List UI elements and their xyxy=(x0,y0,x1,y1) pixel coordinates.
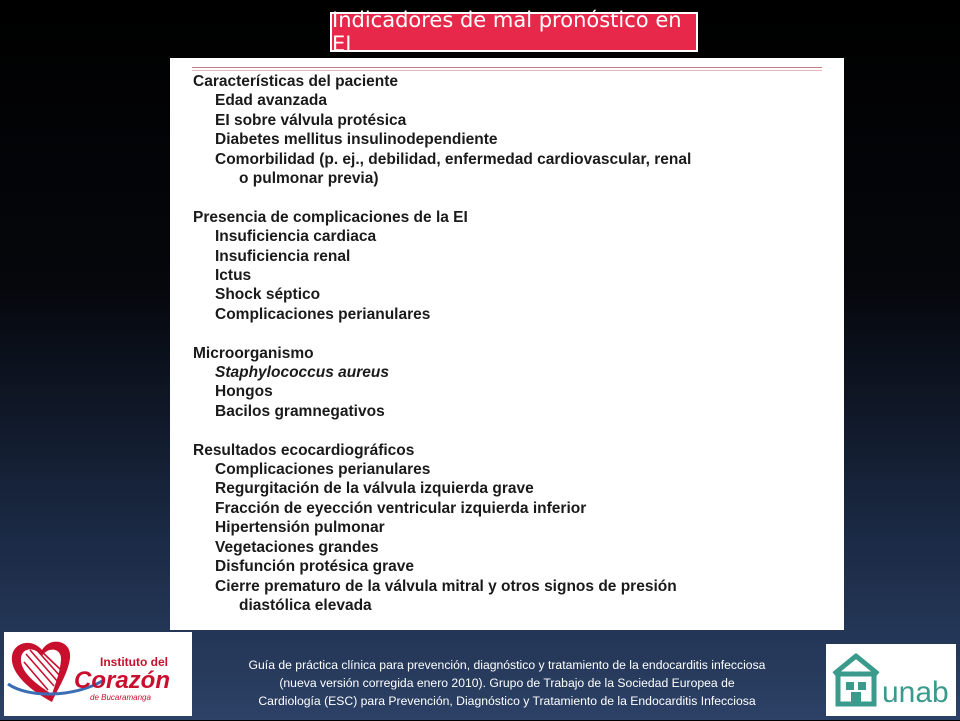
section-echo xyxy=(192,441,822,616)
section-complications xyxy=(192,208,822,324)
list-item-continuation: o pulmonar previa) xyxy=(239,170,379,188)
list-item: Disfunción protésica grave xyxy=(215,558,414,576)
logo-line3: de Bucaramanga xyxy=(90,693,151,702)
list-item: Ictus xyxy=(215,267,252,285)
citation xyxy=(190,656,824,710)
list-item: Fracción de eyección ventricular izquierda inferior xyxy=(215,499,587,517)
prognosis-table xyxy=(170,58,844,630)
instituto-corazon-logo xyxy=(4,632,192,716)
citation-line: Cardiología (ESC) para Prevención, Diagnóstico y Tratamiento de la Endocarditis Infecciosa xyxy=(258,694,756,708)
section-heading: Resultados ecocardiográficos xyxy=(193,441,415,459)
list-item: EI sobre válvula protésica xyxy=(215,111,407,129)
section-microorganism xyxy=(192,344,822,422)
list-item: Insuficiencia cardiaca xyxy=(215,228,377,246)
list-item: Hipertensión pulmonar xyxy=(215,519,385,537)
list-item: Complicaciones perianulares xyxy=(215,461,431,479)
table-top-rule xyxy=(192,67,822,68)
table-content xyxy=(192,72,822,635)
list-item: Hongos xyxy=(215,383,273,401)
citation-line: (nueva versión corregida enero 2010). Grupo de Trabajo de la Sociedad Europea de xyxy=(279,676,735,690)
section-heading: Microorganismo xyxy=(193,344,314,362)
heart-logo-icon xyxy=(4,632,192,716)
list-item: Edad avanzada xyxy=(215,92,327,110)
list-item-continuation: diastólica elevada xyxy=(239,596,372,614)
logo-line2: Corazón xyxy=(74,667,170,694)
logo-line1: Instituto del xyxy=(100,655,168,669)
list-item: Regurgitación de la válvula izquierda grave xyxy=(215,480,534,498)
section-patient xyxy=(192,72,822,188)
house-logo-icon xyxy=(826,644,956,716)
list-item: Comorbilidad (p. ej., debilidad, enfermedad cardiovascular, renal xyxy=(215,150,692,168)
section-heading: Características del paciente xyxy=(193,73,399,90)
table-top-rule-secondary xyxy=(192,70,822,71)
list-item: Shock séptico xyxy=(215,286,321,304)
list-item: Vegetaciones grandes xyxy=(215,538,379,556)
list-item: Cierre prematuro de la válvula mitral y otros signos de presión xyxy=(215,577,677,595)
slide-title: Indicadores de mal pronóstico en EI xyxy=(330,12,698,52)
list-item: Bacilos gramnegativos xyxy=(215,402,385,420)
citation-line: Guía de práctica clínica para prevención, diagnóstico y tratamiento de la endocarditis infecciosa xyxy=(248,658,766,672)
unab-logo xyxy=(826,644,956,716)
list-item: Insuficiencia renal xyxy=(215,247,351,265)
list-item: Diabetes mellitus insulinodependiente xyxy=(215,131,498,149)
list-item: Complicaciones perianulares xyxy=(215,305,431,323)
list-item: Staphylococcus aureus xyxy=(215,364,390,382)
section-heading: Presencia de complicaciones de la EI xyxy=(193,208,468,226)
unab-wordmark: unab xyxy=(882,676,949,709)
